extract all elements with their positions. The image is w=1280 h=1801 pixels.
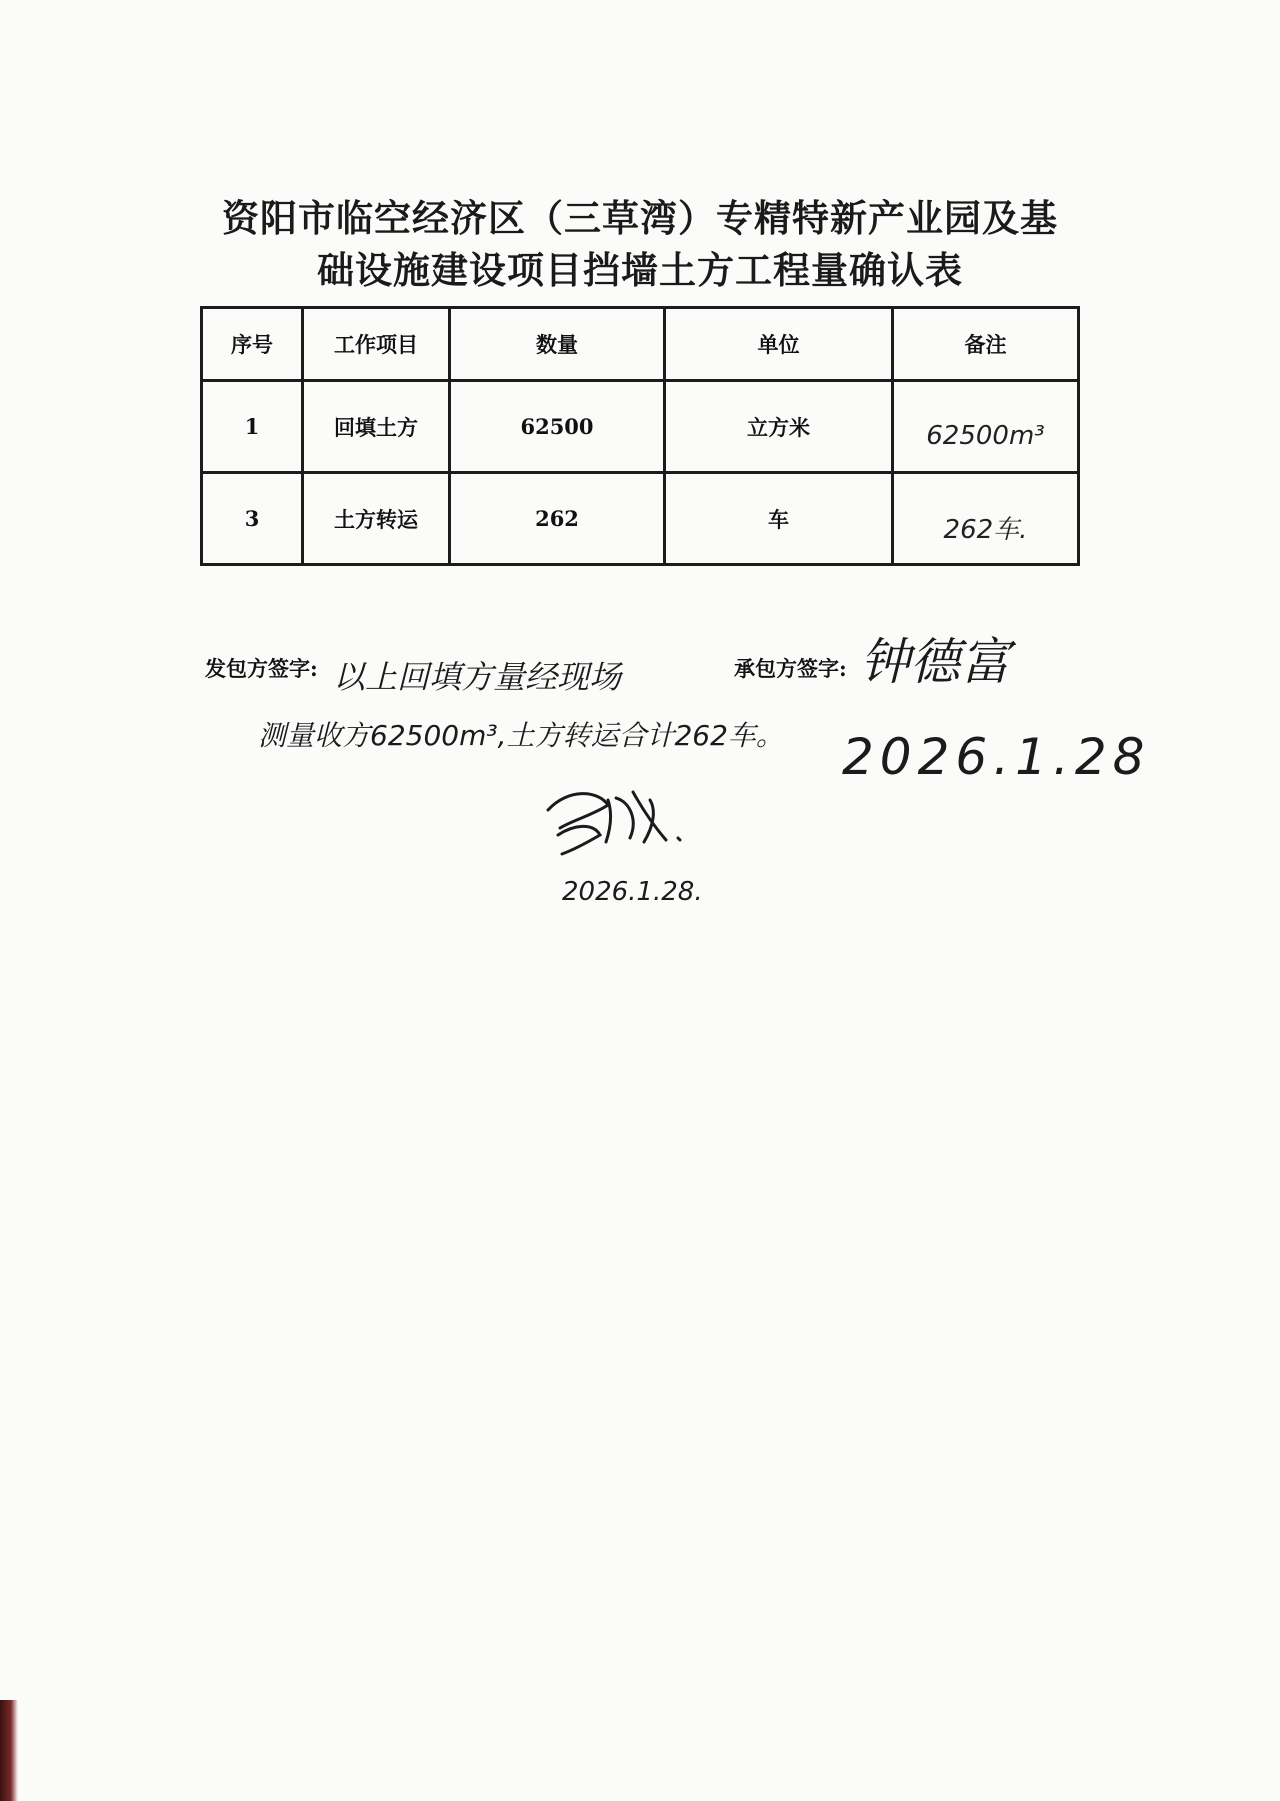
contractor-signature-label: 承包方签字: <box>734 656 847 681</box>
unit-value: 立方米 <box>665 381 893 473</box>
client-handwritten-signature <box>538 780 698 860</box>
table-row <box>202 473 1079 565</box>
handwritten-remark: 262车. <box>893 473 1079 565</box>
quantity-value: 262 <box>450 473 665 565</box>
scan-edge-mark <box>0 1700 18 1801</box>
quantity-value: 62500 <box>450 381 665 473</box>
unit-value: 车 <box>665 473 893 565</box>
column-header: 备注 <box>893 308 1079 381</box>
column-header: 单位 <box>665 308 893 381</box>
quantity-table <box>200 306 1080 566</box>
client-note-line-1: 以上回填方量经现场 <box>333 658 622 696</box>
work-item: 土方转运 <box>303 473 450 565</box>
row-number: 3 <box>202 473 303 565</box>
row-number: 1 <box>202 381 303 473</box>
client-signature-label: 发包方签字: <box>205 656 318 681</box>
table-header-row <box>202 308 1079 381</box>
contractor-handwritten-signature: 钟德富 <box>860 633 1010 691</box>
table-row <box>202 381 1079 473</box>
client-note-line-2: 测量收方62500m³,土方转运合计262车。 <box>258 719 784 752</box>
contractor-signature-date: 2026.1.28 <box>842 728 1151 786</box>
document-title <box>150 192 1130 296</box>
column-header: 数量 <box>450 308 665 381</box>
client-signature-date: 2026.1.28. <box>562 877 703 907</box>
handwritten-remark: 62500m³ <box>893 381 1079 473</box>
work-item: 回填土方 <box>303 381 450 473</box>
title-line-1: 资阳市临空经济区（三草湾）专精特新产业园及基 <box>222 196 1058 240</box>
column-header: 工作项目 <box>303 308 450 381</box>
column-header: 序号 <box>202 308 303 381</box>
title-line-2: 础设施建设项目挡墙土方工程量确认表 <box>317 248 963 292</box>
